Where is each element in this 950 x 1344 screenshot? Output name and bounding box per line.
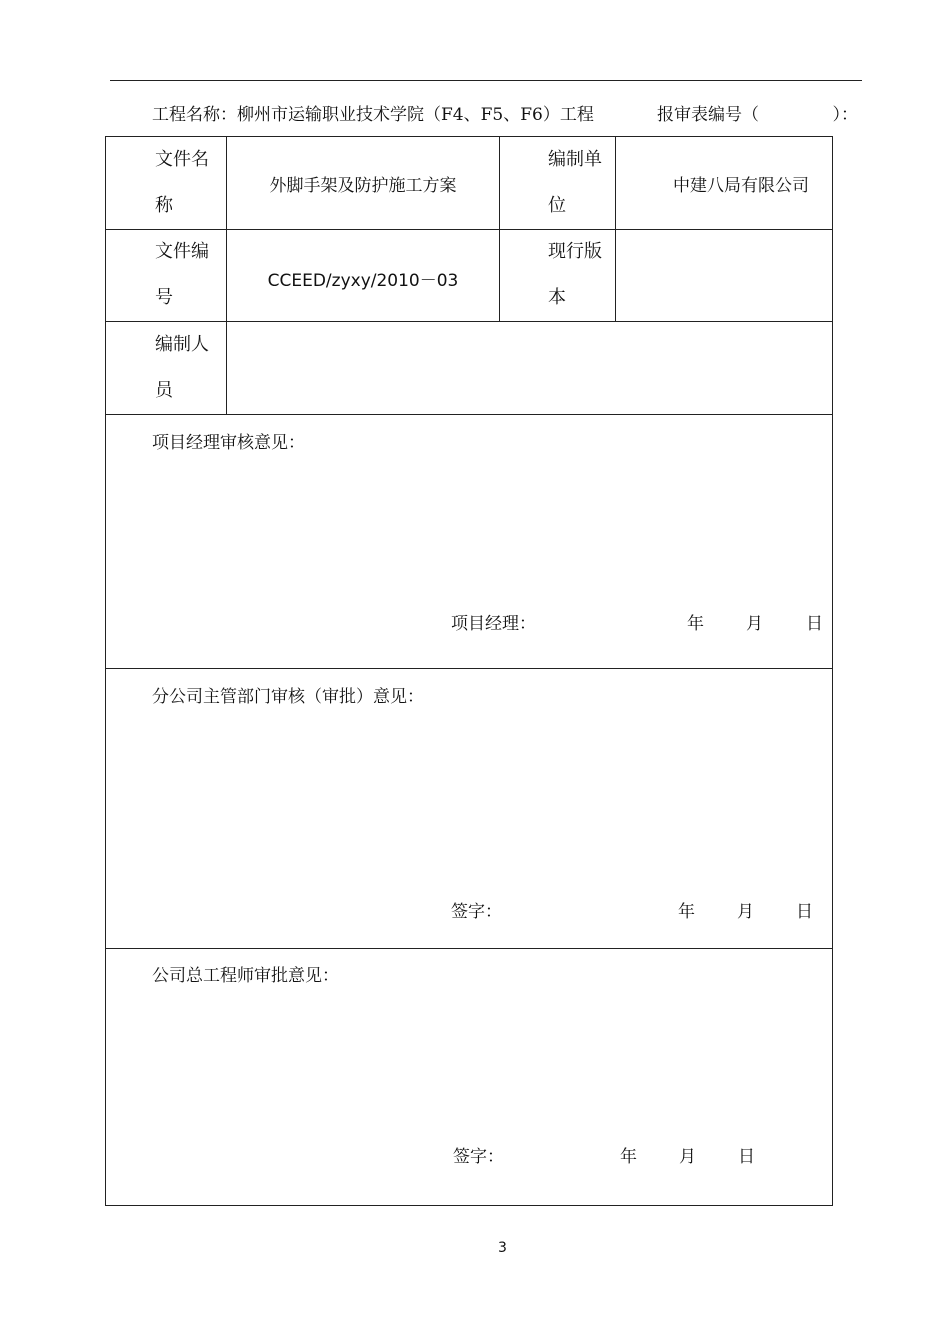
pm-year-label: 年 (687, 614, 704, 634)
chief-engineer-title: 公司总工程师审批意见： (152, 966, 339, 986)
branch-month-label: 月 (737, 902, 754, 922)
author-label: 编制人 员 (155, 334, 209, 401)
row-divider (105, 414, 833, 415)
chief-month-label: 月 (679, 1147, 696, 1167)
pm-month-label: 月 (746, 614, 763, 634)
branch-review-title: 分公司主管部门审核（审批）意见： (152, 687, 424, 707)
file-number-label: 文件编 号 (155, 241, 209, 308)
project-name: 工程名称：柳州市运输职业技术学院（F4、F5、F6）工程 (152, 105, 594, 125)
chief-day-label: 日 (738, 1147, 755, 1167)
branch-day-label: 日 (796, 902, 813, 922)
chief-year-label: 年 (620, 1147, 637, 1167)
row-divider (105, 229, 833, 230)
file-name-label: 文件名 称 (155, 149, 209, 216)
form-header (152, 100, 862, 126)
chief-signer-label: 签字： (453, 1147, 504, 1167)
pm-signer-label: 项目经理： (451, 614, 536, 634)
form-number-label: 报审表编号（ (657, 105, 759, 125)
approval-form-table (105, 136, 833, 1206)
top-rule (110, 80, 862, 81)
unit-value: 中建八局有限公司 (673, 176, 809, 196)
row-divider (105, 668, 833, 669)
branch-signer-label: 签字： (451, 902, 502, 922)
file-name-value: 外脚手架及防护施工方案 (269, 176, 457, 196)
file-number-value: CCEED/zyxy/2010－03 (267, 271, 459, 291)
pm-day-label: 日 (806, 614, 823, 634)
form-number-close: ）： (832, 105, 858, 125)
pm-review-title: 项目经理审核意见： (152, 433, 305, 453)
version-label: 现行版 本 (548, 241, 602, 308)
row-divider (105, 948, 833, 949)
page-number: 3 (498, 1240, 507, 1256)
column-divider (499, 136, 500, 321)
row-divider (105, 321, 833, 322)
unit-label: 编制单 位 (548, 149, 602, 216)
branch-year-label: 年 (678, 902, 695, 922)
column-divider (615, 136, 616, 321)
